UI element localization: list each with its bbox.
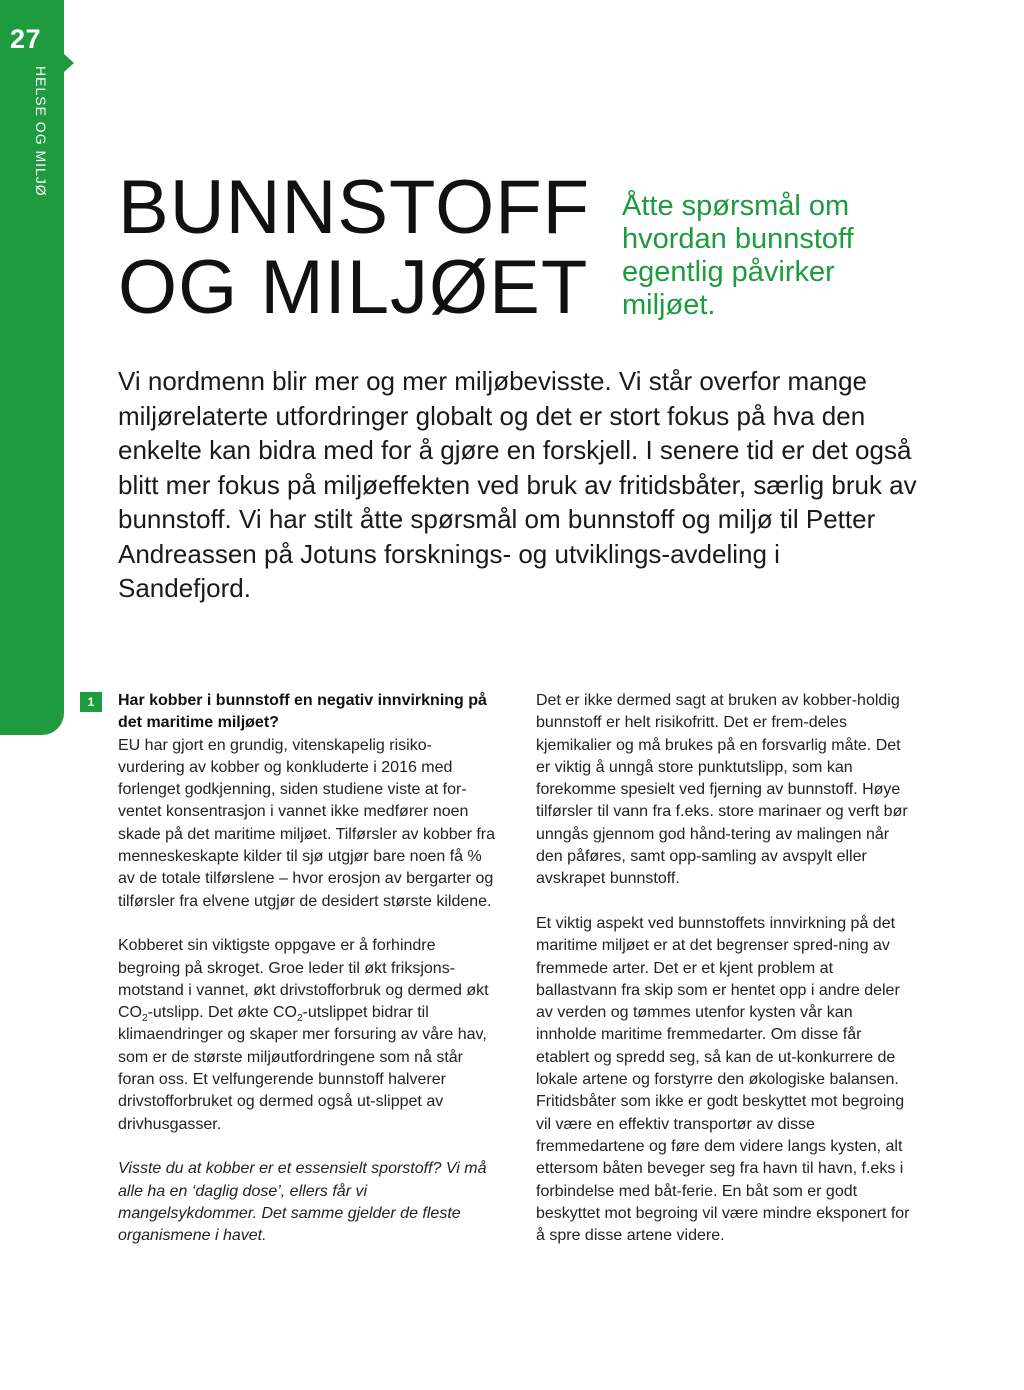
answer-p2-part-b: -utslipp. Det økte CO — [147, 1004, 297, 1022]
right-column — [536, 690, 916, 1270]
question-heading: Har kobber i bunnstoff en negativ innvirkning på det maritime miljøet? — [118, 692, 487, 732]
section-label: HELSE OG MILJØ — [33, 66, 49, 197]
page-title — [118, 165, 598, 330]
answer-p2-part-c: -utslippet bidrar til klimaendringer og skaper mer forsuring av våre hav, som er de største miljøutfordringene som nå står foran oss. Et velfungerende bunnstoff halverer drivstofforbruket og dermed også ut-slippet av drivhusgasser. — [118, 1004, 487, 1133]
sidebar-arrow-icon — [64, 54, 74, 72]
title-line-1: BUNNSTOFF — [118, 165, 591, 250]
page-number: 27 — [10, 24, 42, 54]
co2-subscript: 2 — [142, 1013, 148, 1025]
fact-note: Visste du at kobber er et essensielt sporstoff? Vi må alle ha en ‘daglig dose’, ellers får vi mangelsykdommer. Det samme gjelder de fleste organismene i havet. — [118, 1160, 487, 1245]
title-line-2: OG MILJØET — [118, 245, 589, 330]
co2-subscript: 2 — [296, 1013, 303, 1025]
right-paragraph-1: Det er ikke dermed sagt at bruken av kobber-holdig bunnstoff er helt risikofritt. Det er frem-deles kjemikalier og må brukes på en forsvarlig måte. Det er viktig å unngå store punktutslipp, som kan forekomme spesielt ved fjerning av bunnstoff. Høye tilførsler til vann fra f.eks. store marinaer og verft bør unngås gjennom god hånd-tering av malingen når den påføres, samt opp-samling av avspylt eller avskrapet bunnstoff. — [536, 692, 908, 888]
answer-paragraph-2 — [118, 935, 498, 1136]
answer-p2-part-a: Kobberet sin viktigste oppgave er å forhindre begroing på skroget. Groe leder til økt friksjons-motstand i vannet, økt drivstofforbruk og dermed økt CO — [118, 937, 489, 1022]
answer-paragraph-1: EU har gjort en grundig, vitenskapelig risiko-vurdering av kobber og konkluderte i 2016 med forlenget godkjenning, siden studiene viste at for-ventet konsentrasjon i vannet ikke medfører noen skade på det maritime miljøet. Tilførsler av kobber fra menneskeskapte kilder til sjø utgjør bare noen få % av de totale tilførslene – hvor erosjon av bergarter og tilførsler fra elvene utgjør de desidert største kildene. — [118, 736, 496, 910]
left-column — [118, 690, 498, 1270]
question-number-badge: 1 — [80, 692, 102, 712]
right-paragraph-2: Et viktig aspekt ved bunnstoffets innvirkning på det maritime miljøet er at det begrenser spred-ning av fremmede arter. Det er et kjent problem at ballastvann fra skip som er hentet opp i andre deler av verden og tømmes utenfor kysten vår kan innholde maritime fremmedarter. Om disse får etablert og spredd seg, så kan de ut-konkurrere de lokale artene og forstyrre den økologiske balansen. Fritidsbåter som ikke er godt beskyttet mot begroing vil være en effektiv transportør av disse fremmedartene og føre dem videre langs kysten, alt ettersom båten beveger seg fra havn til havn, f.eks i forbindelse med båt-ferie. En båt som er godt beskyttet mot begroing vil være mindre eksponert for å spre disse artene videre. — [536, 914, 910, 1245]
page-subtitle: Åtte spørsmål om hvordan bunnstoff egentlig påvirker miljøet. — [622, 190, 854, 321]
section-sidebar — [0, 0, 64, 735]
intro-paragraph: Vi nordmenn blir mer og mer miljøbevisste. Vi står overfor mange miljørelaterte utfordringer globalt og det er stort fokus på hva den enkelte kan bidra med for å gjøre en forskjell. I senere tid er det også blitt mer fokus på miljøeffekten ved bruk av fritidsbåter, særlig bruk av bunnstoff. Vi har stilt åtte spørsmål om bunnstoff og miljø til Petter Andreassen på Jotuns forsknings- og utviklings-avdeling i Sandefjord. — [118, 366, 917, 603]
